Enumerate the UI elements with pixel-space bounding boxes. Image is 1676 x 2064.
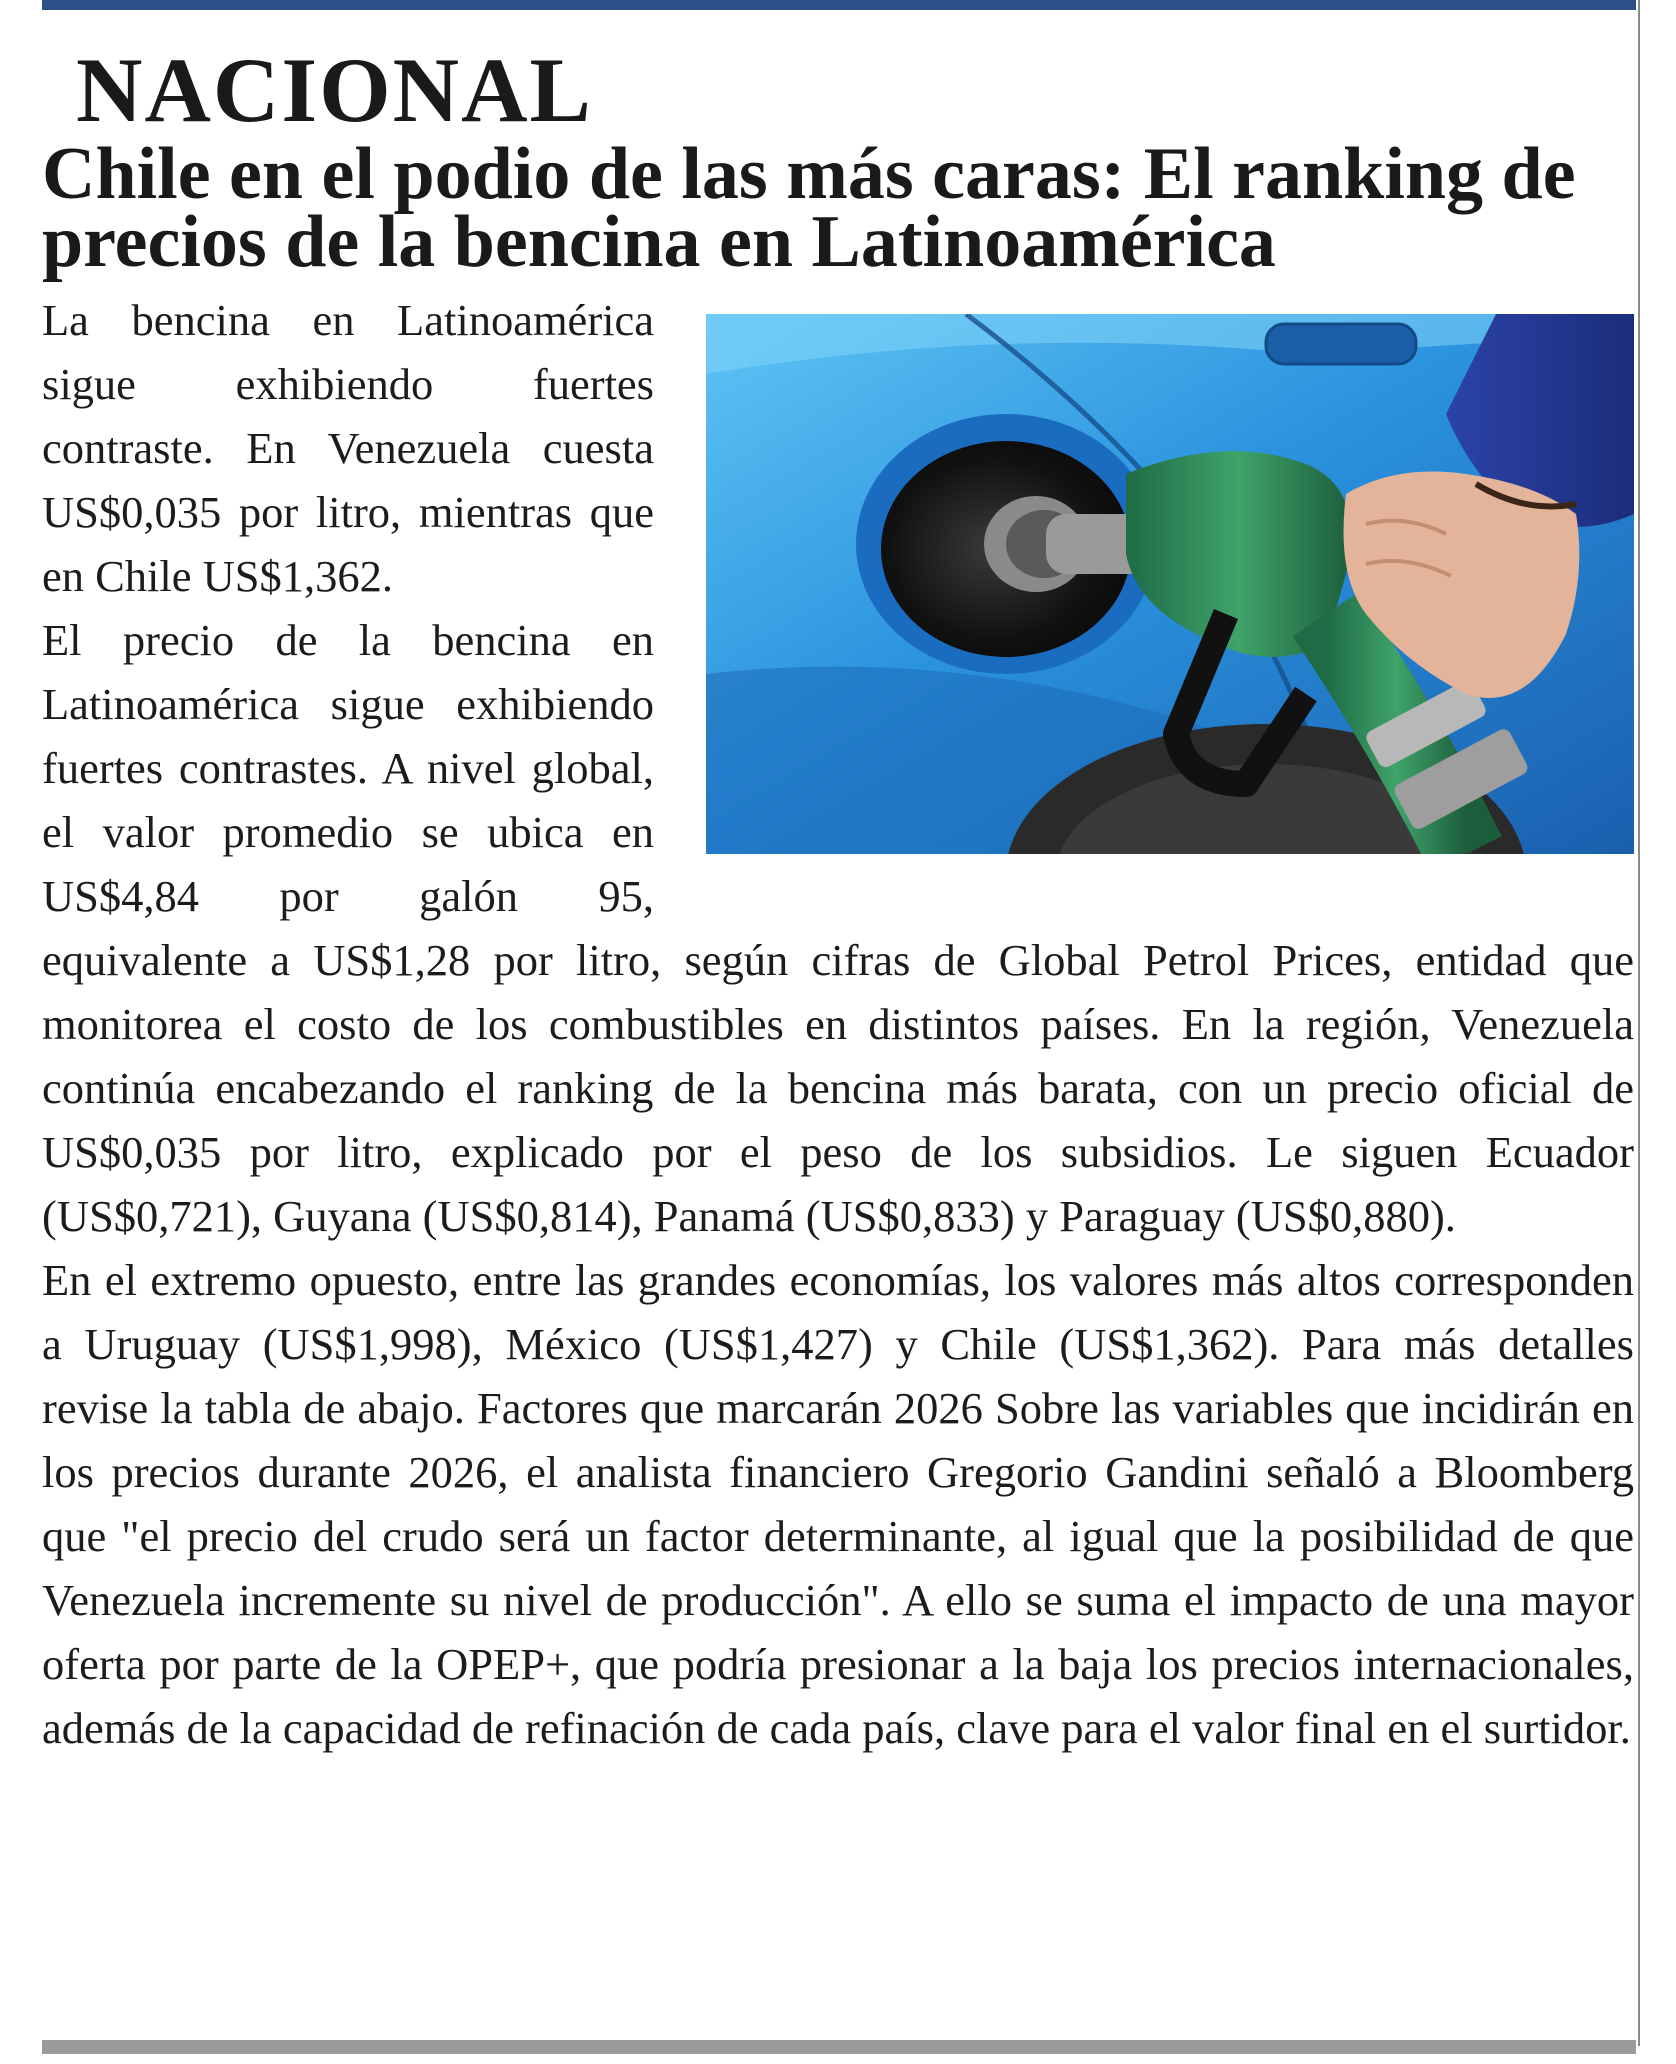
right-rule bbox=[1638, 0, 1640, 2046]
bottom-rule bbox=[42, 2040, 1636, 2054]
paragraph-closing: En el extremo opuesto, entre las grandes economías, los valores más altos corresponden a Uruguay (US$1,998), México (US$1,427) y Chile (US$1,362). Para más detalles revise la tabla de abajo. Factores que marcarán 2026 Sobre las variables que incidirán en los precios durante 2026, el analista financiero Gregorio Gandini señaló a Bloomberg que "el precio del crudo será un factor determinante, al igual que la posibilidad de que Venezuela incremente su nivel de producción". A ello se suma el impacto de una mayor oferta por parte de la OPEP+, que podría presionar a la baja los precios internacionales, además de la capacidad de refinación de cada país, clave para el valor final en el surtidor. bbox=[42, 1255, 1634, 1753]
section-label: NACIONAL bbox=[76, 39, 593, 141]
paragraph-body: El precio de la bencina en Latinoamérica sigue exhibiendo fuertes contrastes. A nivel global, el valor promedio se ubica en US$4,84 por galón 95, equivalente a US$1,28 por litro, según cifras de Global Petrol Prices, entidad que monitorea el costo de los combustibles en distintos países. En la región, Venezuela continúa encabezando el ranking de la bencina más barata, con un precio oficial de US$0,035 por litro, explicado por el peso de los subsidios. Le siguen Ecuador (US$0,721), Guyana (US$0,814), Panamá (US$0,833) y Paraguay (US$0,880). bbox=[42, 615, 1634, 1241]
headline: Chile en el podio de las más caras: El ranking de precios de la bencina en Latinoamérica bbox=[42, 133, 1576, 283]
fuel-nozzle-photo bbox=[706, 314, 1634, 854]
article-body bbox=[42, 288, 1634, 1760]
paragraph-intro: La bencina en Latinoamérica sigue exhibiendo fuertes contraste. En Venezuela cuesta US$0,035 por litro, mientras que en Chile US$1,362. bbox=[42, 295, 654, 601]
top-rule bbox=[42, 0, 1636, 10]
